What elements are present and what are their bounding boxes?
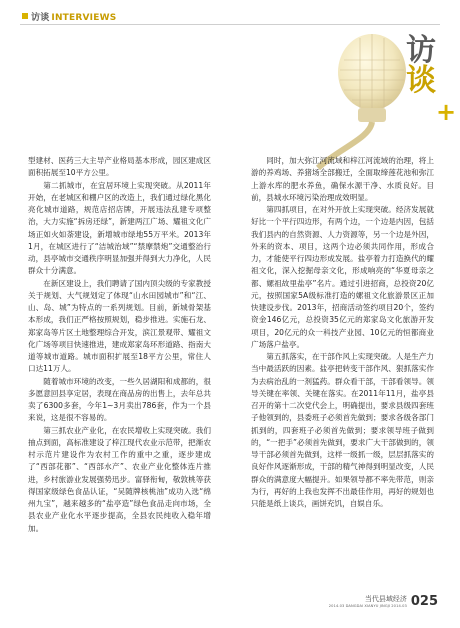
paragraph: 同时，加大弥江河流域和梓江河流域的治理，将上游的养鸡场、养猪场全部搬迁，全面取缔莲花池和弥江上游水库的肥水养鱼，确保水源干净、水质良好。目前，县城水环境污染治理成效明显。	[251, 156, 434, 202]
microphone-icon	[300, 30, 420, 170]
paragraph: 第五抓落实，在干部作风上实现突破。人是生产力当中最活跃的因素。盐亭把转变干部作风、狠抓落实作为去病治乱的一剂猛药。群众看干部，干部看领导。领导关键在率领、关键在落实。在2011年11月，盐亭县召开的第十二次党代会上，明确提出，要求县级四套班子他领到的，县委班子必须首先做到；要求各级各部门抓到的，四套班子必须首先做到；要求领导班子做到的，“一把手”必须首先做到，要求广大干部做到的，领导干部必须首先做到，这样一级抓一级，层层抓落实的良好作风逐渐形成，干部的精气神得到明显改变，人民群众的满意度大幅提升。如果领导都不率先带范，则亲为行，再好的上我也发挥不出最佳作用，再好的规划也只能是纸上谈兵，画饼充饥，自娱自乐。	[251, 352, 434, 508]
paragraph: 第四抓项目，在对外开放上实现突破。经济发展就好比一个平行四边形，有两个边，一个边是内因，包括我们县内的自然资源、人力资源等，另一个边是外因，外来的资本、项目，这两个边必须共同作用，形成合力，才能使平行四边形成发展。盐亭着力打造换代的耀祖文化，深入挖掘母亲文化，形成响亮的“华夏母亲之都、嫘祖故里盐亭”名片。通过引进招商，总投资20亿元，按照国家5A级标准打造的嫘祖文化旅游景区正加快建设步伐。2013年，招商活动签约项目20个，签约资金146亿元，总投资35亿元的郑家岛文化旅游开发项目，20亿元的众一科技产业园、10亿元的恒都商业广场落户盐亭。	[251, 205, 434, 349]
paragraph: 型建材、医药三大主导产业格局基本形成，园区建成区面积拓展至10平方公里。	[28, 156, 211, 178]
section-label	[31, 10, 116, 23]
badge-char-2: 谈	[406, 63, 436, 98]
paragraph: 第二抓城市，在宜居环境上实现突破。从2011年开始，在老城区和棚户区的改造上，我们通过绿化黑化亮化城市道路，规范店招店牌，开展违法乱建专项整治，大力实施“拆房还绿”，新建两江广场、耀祖文化广场正如火如荼建设，新增城市绿地55万平米。2013年1月，在城区进行了“洁城治域”“禁摩禁炮”交通整治行动，县亭城市交通秩序明显加强并得到大力净化，人民群众十分满意。	[28, 180, 211, 276]
section-label-en: INTERVIEWS	[51, 12, 117, 23]
header-divider	[20, 24, 440, 25]
article-column-left	[28, 155, 211, 535]
section-header	[22, 9, 116, 23]
paragraph: 随着城市环境的改变，一些久居湖阳和成都的，很多愿意回县享定居，表现在商品房的出售上，去年总共卖了6300多套，今年1~3月卖出786套，作为一个县来说，这是很不容易的。	[28, 376, 211, 423]
section-label-cn: 访谈	[31, 12, 50, 23]
interview-badge	[406, 33, 457, 126]
page-number: 025	[410, 594, 438, 609]
paragraph: 在新区建设上，我们聘请了国内顶尖级的专家教授关于规划、大气规划定了体现“山水田园城市”和“江、山、岛、城”为特点的一系列规划。目前，新城骨架基本形成，我们正严格按照规划，稳步推进。实施石龙、郑家岛等片区土地整理综合开发，滨江景观带、耀祖文化广场等项目快速推进，建成郑家岛环形道路、指南大道等城市道路。城市面积扩展至18平方公里，常住人口达11万人。	[28, 278, 211, 374]
article-column-right	[251, 155, 434, 510]
square-bullet-icon	[22, 13, 28, 19]
magazine-title: 当代县域经济	[364, 594, 407, 603]
page-footer	[329, 594, 438, 609]
issue-line: 2014.03 DANGDAI XIANYU JINGJI 2014.03	[328, 603, 407, 608]
badge-char-1: 访	[406, 33, 436, 68]
paragraph: 第三抓农业产业化，在农民增收上实现突破。我们抽点到面，高标准建设了梓江现代农业示范带，把渐农村示范片建设作为农村工作的重中之重，逐步建成了“西部花都”、“西部水产”、农业产业化整体连片推进，乡村旅游业发展强势迅步。富驿衔甸，敬敦桃等获得国家级绿色食品认证，“吴随牌核桃油”成功入选“绵州九宝”，越来越多的“盐亭造”绿色食品走向市场，全县农业产业化水平逐步提高，全县农民纯收入稳年增加。	[28, 425, 211, 533]
plus-icon: +	[436, 98, 457, 126]
